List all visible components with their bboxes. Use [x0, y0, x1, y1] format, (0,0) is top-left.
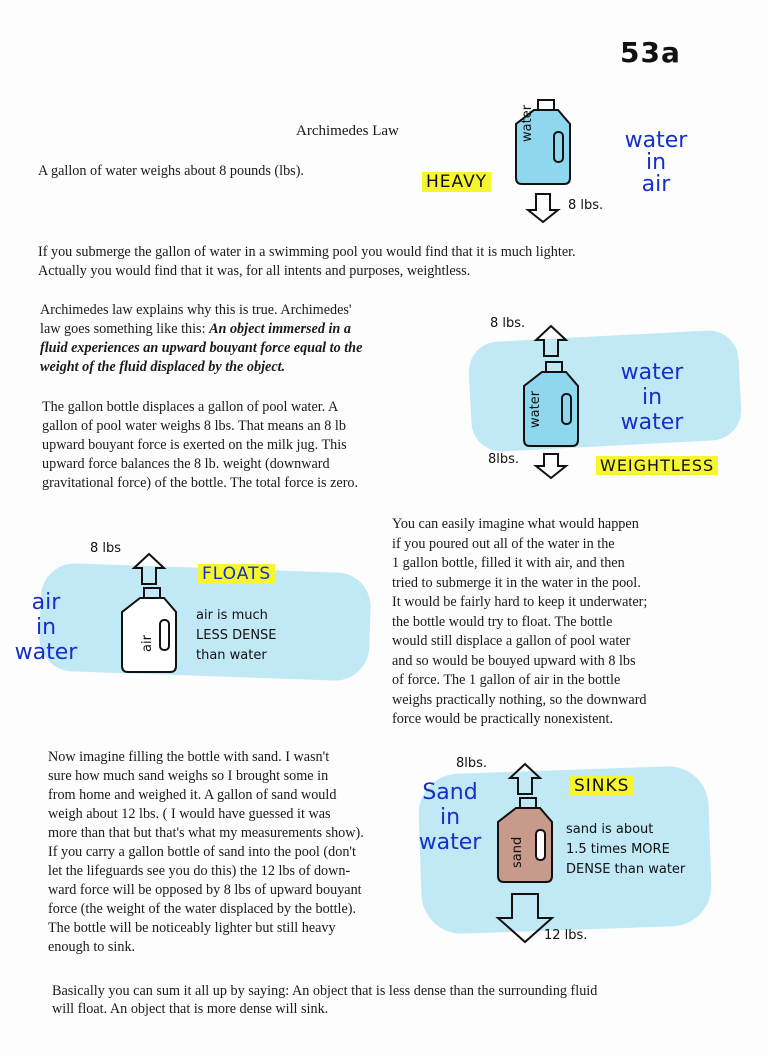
sand-line-3: from home and weighed it. A gallon of sand would	[48, 787, 337, 803]
sand-line-7: let the lifeguards see you do this) the 12 lbs of down-	[48, 863, 351, 879]
air-line-8: and so would be bouyed upward with 8 lbs	[392, 653, 636, 669]
air-line-1: You can easily imagine what would happen	[392, 516, 639, 532]
air-line-6: the bottle would try to float. The bottle	[392, 614, 613, 630]
weightless-label: WEIGHTLESS	[596, 456, 718, 475]
floats-label: FLOATS	[198, 564, 275, 584]
submerge-line-2: Actually you would find that it was, for all intents and purposes, weightless.	[38, 263, 471, 279]
page-number: 53a	[620, 36, 681, 69]
weight-down-label-2: 8lbs.	[488, 452, 520, 467]
jug-sand-in-water	[494, 758, 564, 948]
displace-line-4: upward force balances the 8 lb. weight (downward	[42, 456, 330, 472]
sand-line-5: more than that but that's what my measurements show).	[48, 825, 364, 841]
sand-line-6: If you carry a gallon bottle of sand into the pool (don't	[48, 844, 356, 860]
sand-line-8: ward force will be opposed by 8 lbs of upward bouyant	[48, 882, 362, 898]
sink-up-label: 8lbs.	[456, 756, 488, 771]
sinks-label: SINKS	[570, 776, 633, 796]
air-line-5: It would be fairly hard to keep it underwater;	[392, 594, 648, 610]
float-up-label: 8 lbs	[90, 541, 122, 556]
sand-line-2: sure how much sand weighs so I brought some in	[48, 768, 329, 784]
weight-up-label: 8 lbs.	[490, 316, 526, 331]
air-line-10: weighs practically nothing, so the downward	[392, 692, 647, 708]
displace-line-3: upward bouyant force is exerted on the milk jug. This	[42, 437, 347, 453]
sand-line-4: weigh about 12 lbs. ( I would have guessed it was	[48, 806, 331, 822]
jug-label-water-2: water	[528, 390, 543, 428]
displace-line-1: The gallon bottle displaces a gallon of pool water. A	[42, 399, 339, 415]
jug-label-sand: sand	[510, 836, 525, 868]
caption-sand-in-water: Sand in water	[418, 780, 482, 855]
intro-text: A gallon of water weighs about 8 pounds (lbs).	[38, 163, 304, 179]
sand-line-10: The bottle will be noticeably lighter but still heavy	[48, 920, 336, 936]
water-wash-2	[467, 329, 742, 453]
air-line-9: of force. The 1 gallon of air in the bottle	[392, 672, 621, 688]
law-line-2: law goes something like this: An object immersed in a	[40, 321, 351, 337]
law-line-3: fluid experiences an upward bouyant force equal to the	[40, 340, 363, 356]
air-line-11: force would be practically nonexistent.	[392, 711, 614, 727]
air-line-3: 1 gallon bottle, filled it with air, and then	[392, 555, 625, 571]
jug-label-air: air	[140, 635, 155, 652]
submerge-line-1: If you submerge the gallon of water in a swimming pool you would find that it is much lighter.	[38, 244, 576, 260]
jug-label-water: water	[520, 104, 535, 142]
jug-air-in-water	[118, 548, 188, 678]
summary-line-2: will float. An object that is more dense will sink.	[52, 1001, 329, 1017]
heavy-label: HEAVY	[422, 172, 491, 192]
air-line-2: if you poured out all of the water in the	[392, 536, 615, 552]
air-line-7: would still displace a gallon of pool water	[392, 633, 631, 649]
sand-line-9: force (the weight of the water displaced by the bottle).	[48, 901, 357, 917]
law-line-4: weight of the fluid displaced by the object.	[40, 359, 286, 375]
sand-line-11: enough to sink.	[48, 939, 136, 955]
displace-line-2: gallon of pool water weighs 8 lbs. That means an 8 lb	[42, 418, 346, 434]
air-line-4: tried to submerge it in the water in the pool.	[392, 575, 641, 591]
caption-water-in-water: water in water	[620, 360, 684, 435]
weight-down-label: 8 lbs.	[568, 198, 604, 213]
law-line-1: Archimedes law explains why this is true. Archimedes'	[40, 302, 352, 318]
sand-line-1: Now imagine filling the bottle with sand. I wasn't	[48, 749, 330, 765]
air-density-note: air is much LESS DENSE than water	[196, 608, 277, 663]
page-title: Archimedes Law	[296, 123, 399, 139]
displace-line-5: gravitational force) of the bottle. The total force is zero.	[42, 475, 359, 491]
summary-line-1: Basically you can sum it all up by saying: An object that is less dense than the surrounding fluid	[52, 983, 598, 999]
caption-air-in-water: air in water	[14, 590, 78, 665]
caption-water-in-air: water in air	[624, 128, 688, 197]
sink-down-label: 12 lbs.	[544, 928, 588, 943]
sand-density-note: sand is about 1.5 times MORE DENSE than water	[566, 822, 686, 877]
